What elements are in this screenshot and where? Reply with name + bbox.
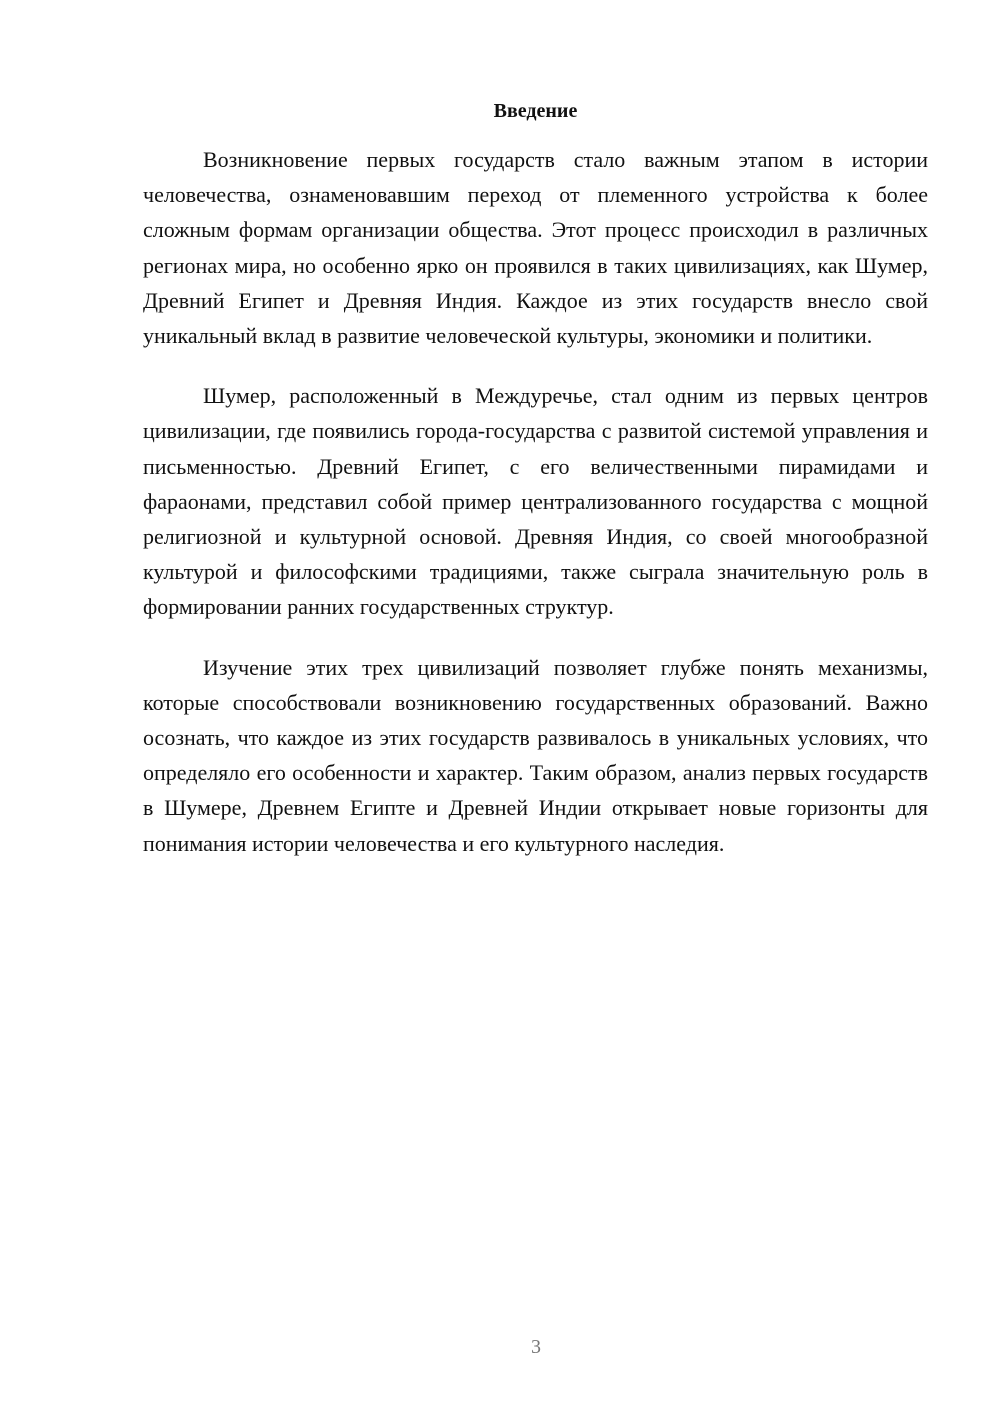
page-content bbox=[143, 93, 928, 861]
section-heading: Введение bbox=[493, 100, 578, 122]
page-number: 3 bbox=[531, 1336, 541, 1358]
paragraph-intro: Возникновение первых государств стало важным этапом в истории человечества, ознаменовавшим переход от племенного устройства к более сложным формам организации общества. Этот процесс происходил в различных регионах мира, но особенно ярко он проявился в таких цивилизациях, как Шумер, Древний Египет и Древняя Индия. Каждое из этих государств внесло свой уникальный вклад в развитие человеческой культуры, экономики и политики. bbox=[143, 147, 928, 349]
paragraph-conclusion: Изучение этих трех цивилизаций позволяет глубже понять механизмы, которые способствовали возникновению государственных образований. Важно осознать, что каждое из этих государств развивалось в уникальных условиях, что определяло его особенности и характер. Таким образом, анализ первых государств в Шумере, Древнем Египте и Древней Индии открывает новые горизонты для понимания истории человечества и его культурного наследия. bbox=[143, 654, 928, 856]
paragraph-civilizations: Шумер, расположенный в Междуречье, стал одним из первых центров цивилизации, где появились города-государства с развитой системой управления и письменностью. Древний Египет, с его величественными пирамидами и фараонами, представил собой пример централизованного государства с мощной религиозной и культурной основой. Древняя Индия, со своей многообразной культурой и философскими традициями, также сыграла значительную роль в формировании ранних государственных структур. bbox=[143, 383, 928, 620]
